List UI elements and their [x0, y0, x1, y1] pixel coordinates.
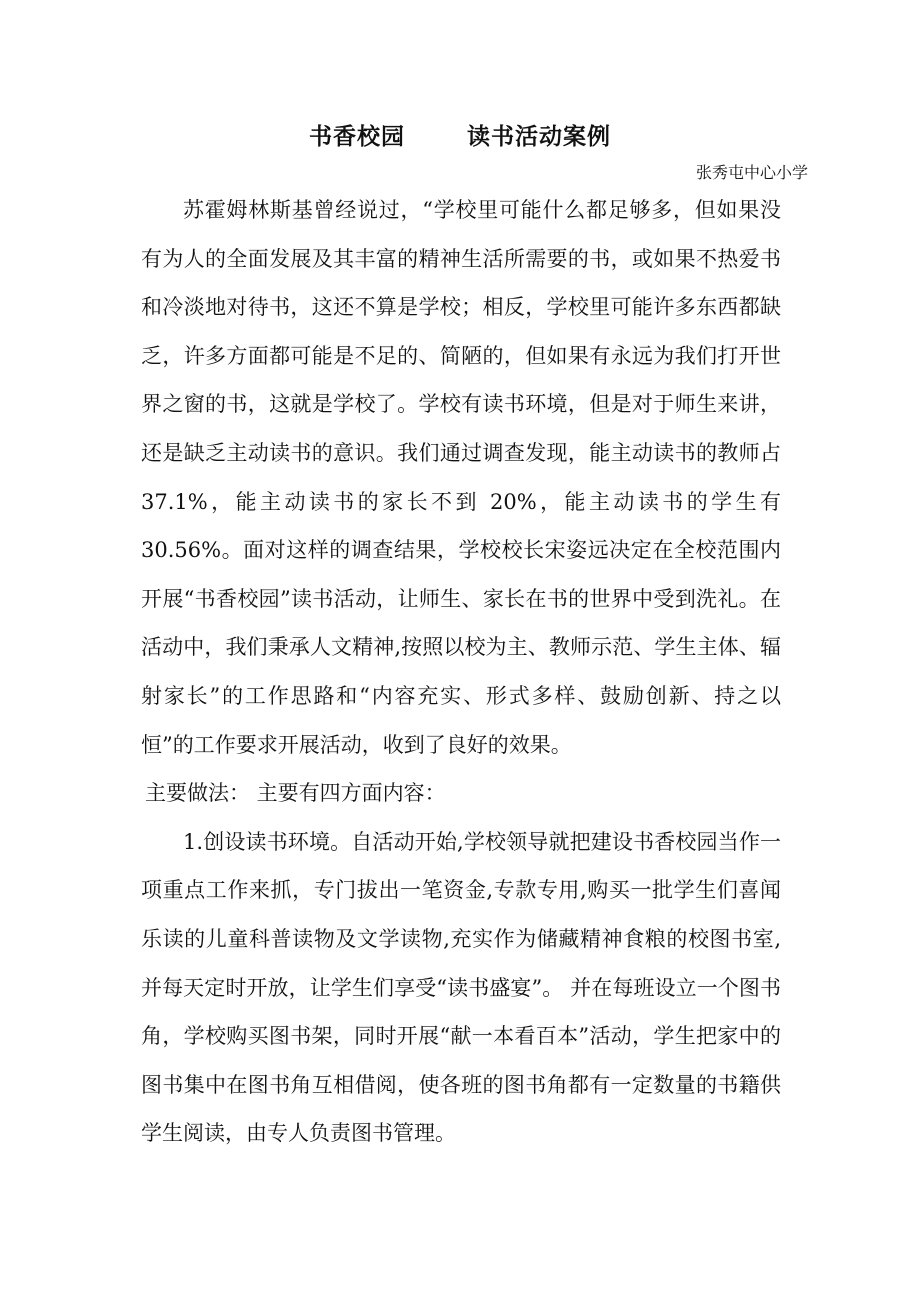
title-part-2: 读书活动案例: [467, 123, 611, 150]
paragraph-intro: 苏霍姆林斯基曾经说过，“学校里可能什么都足够多，但如果没有为人的全面发展及其丰富的精神生活所需要的书，或如果不热爱书和冷淡地对待书，这还不算是学校；相反，学校里可能许多东西都缺乏，许多方面都可能是不足的、简陋的，但如果有永远为我们打开世界之窗的书，这就是学校了。学校有读书环境，但是对于师生来讲，还是缺乏主动读书的意识。我们通过调查发现，能主动读书的教师占 37.1%，能主动读书的家长不到 20%，能主动读书的学生有 30.56%。面对这样的调查结果，学校校长宋姿远决定在全校范围内开展“书香校园”读书活动，让师生、家长在书的世界中受到洗礼。在活动中，我们秉承人文精神,按照以校为主、教师示范、学生主体、辐射家长”的工作思路和“内容充实、形式多样、鼓励创新、持之以恒”的工作要求开展活动，收到了良好的效果。: [141, 198, 781, 757]
title-part-1: 书香校园: [309, 123, 405, 150]
school-name: 张秀屯中心小学: [695, 163, 808, 182]
document-body: [141, 186, 781, 1158]
paragraph-main-methods: 主要做法： 主要有四方面内容：: [145, 781, 446, 806]
document-title: [0, 118, 920, 151]
paragraph-reading-environment: 1.创设读书环境。自活动开始,学校领导就把建设书香校园当作一项重点工作来抓，专门拔出一笔资金,专款专用,购买一批学生们喜闻乐读的儿童科普读物及文学读物,充实作为储藏精神食粮的校图书室,并每天定时开放，让学生们享受“读书盛宴”。 并在每班设立一个图书角，学校购买图书架，同时开展“献一本看百本”活动，学生把家中的图书集中在图书角互相借阅，使各班的图书角都有一定数量的书籍供学生阅读，由专人负责图书管理。: [141, 829, 781, 1146]
